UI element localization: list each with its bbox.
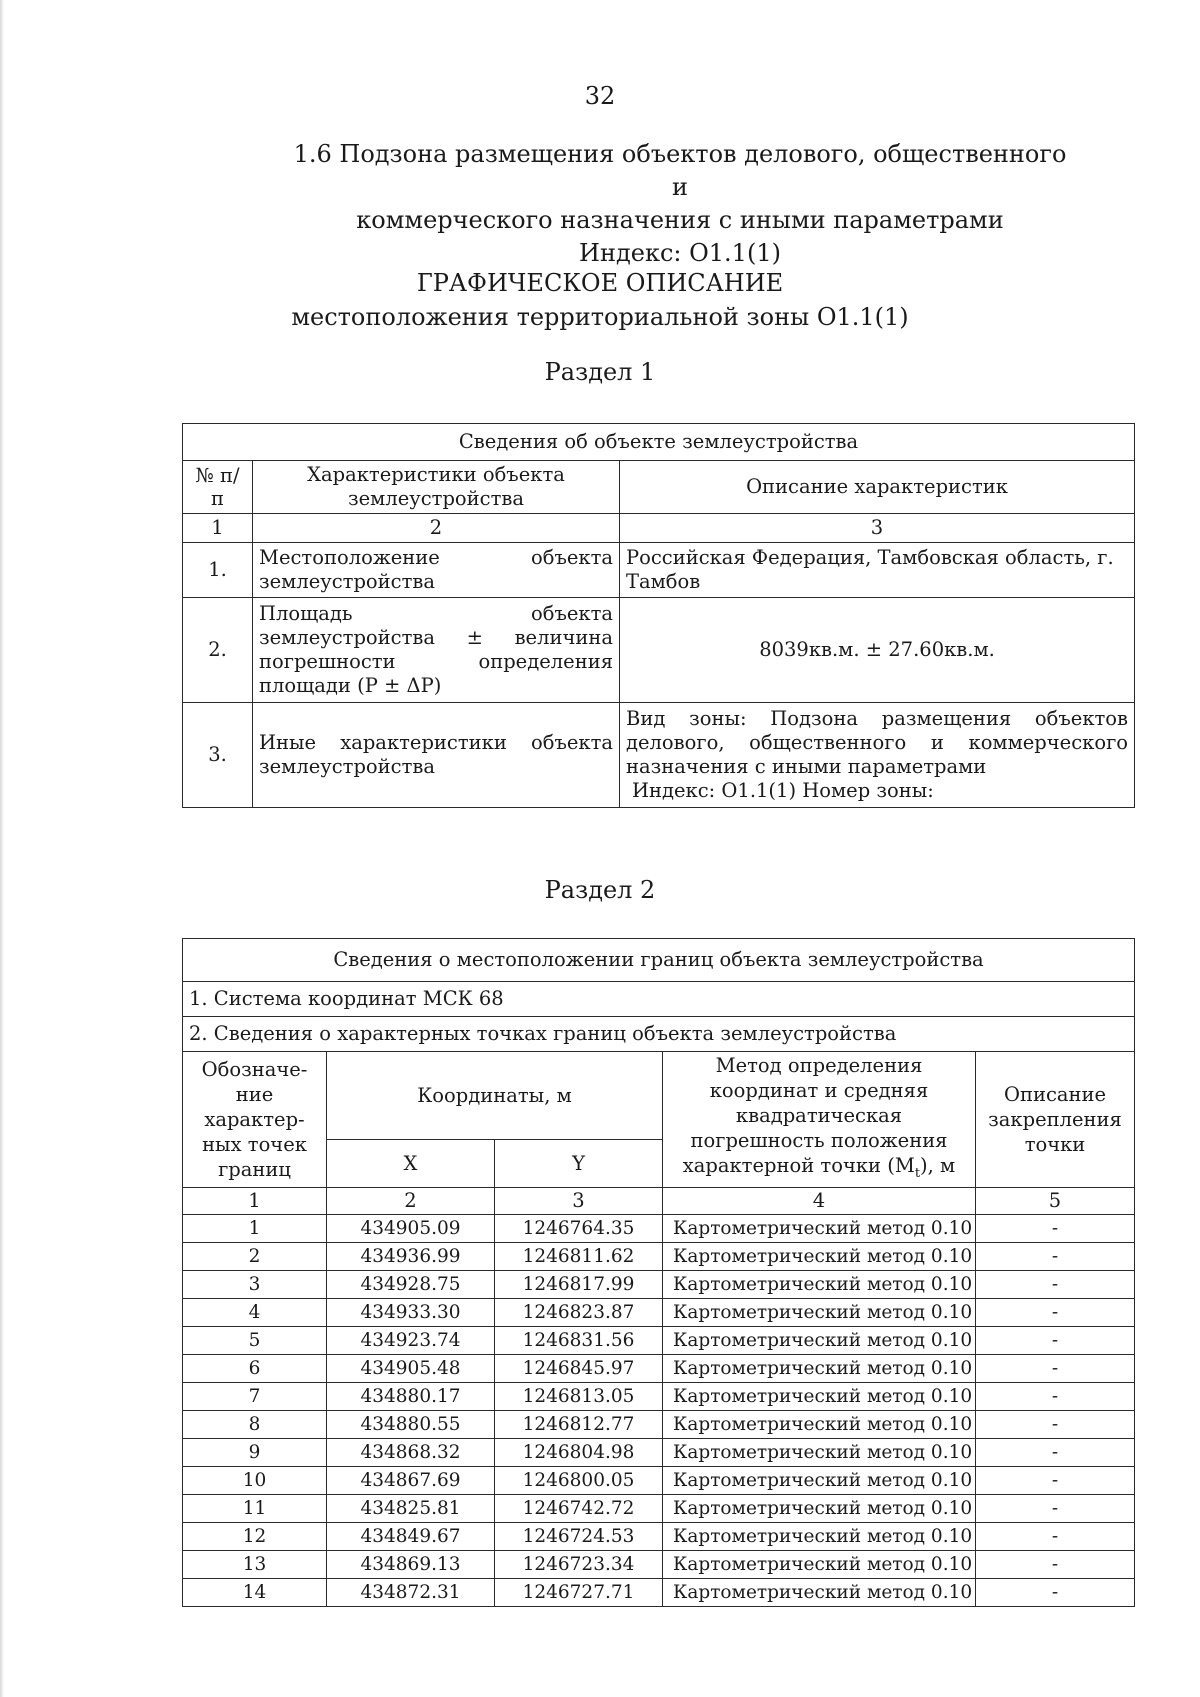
point-fixing: - <box>976 1494 1135 1522</box>
point-id: 1 <box>183 1214 327 1242</box>
point-id: 13 <box>183 1550 327 1578</box>
point-method: Картометрический метод 0.10 <box>663 1298 976 1326</box>
col-header-number: № п/п <box>183 461 253 514</box>
point-fixing: - <box>976 1466 1135 1494</box>
point-id: 2 <box>183 1242 327 1270</box>
point-id: 4 <box>183 1298 327 1326</box>
point-x: 434933.30 <box>327 1298 495 1326</box>
point-x: 434923.74 <box>327 1326 495 1354</box>
point-y: 1246812.77 <box>495 1410 663 1438</box>
point-fixing: - <box>976 1326 1135 1354</box>
point-fixing: - <box>976 1522 1135 1550</box>
point-y: 1246845.97 <box>495 1354 663 1382</box>
col-number: 2 <box>253 514 620 543</box>
page-number: 32 <box>584 82 616 110</box>
point-y: 1246800.05 <box>495 1466 663 1494</box>
point-method: Картометрический метод 0.10 <box>663 1382 976 1410</box>
point-method: Картометрический метод 0.10 <box>663 1326 976 1354</box>
col-number: 1 <box>183 514 253 543</box>
point-id: 8 <box>183 1410 327 1438</box>
header-coordinates: Координаты, м <box>327 1052 663 1140</box>
point-method: Картометрический метод 0.10 <box>663 1354 976 1382</box>
col-header-description: Описание характеристик <box>620 461 1135 514</box>
table-row <box>183 1578 1135 1606</box>
row-description <box>620 703 1135 808</box>
header-x: X <box>327 1140 495 1188</box>
point-x: 434928.75 <box>327 1270 495 1298</box>
row-number: 2. <box>183 598 253 703</box>
point-id: 10 <box>183 1466 327 1494</box>
table-row <box>183 1522 1135 1550</box>
row-characteristic: Площадь объекта землеустройства ± величина погрешности определения площади (Р ± ΔР) <box>253 598 620 703</box>
header-method <box>663 1052 976 1188</box>
point-y: 1246811.62 <box>495 1242 663 1270</box>
point-fixing: - <box>976 1410 1135 1438</box>
point-x: 434869.13 <box>327 1550 495 1578</box>
point-y: 1246804.98 <box>495 1438 663 1466</box>
point-id: 3 <box>183 1270 327 1298</box>
point-method: Картометрический метод 0.10 <box>663 1410 976 1438</box>
row-number: 1. <box>183 543 253 598</box>
header-y: Y <box>495 1140 663 1188</box>
boundary-points-table <box>182 938 1135 1607</box>
point-x: 434849.67 <box>327 1522 495 1550</box>
header-point: Обозначе-ние характер-ных точек границ <box>183 1052 327 1188</box>
row-characteristic: Иные характеристики объекта землеустройства <box>253 703 620 808</box>
point-method: Картометрический метод 0.10 <box>663 1466 976 1494</box>
point-fixing: - <box>976 1270 1135 1298</box>
point-y: 1246813.05 <box>495 1382 663 1410</box>
point-x: 434880.17 <box>327 1382 495 1410</box>
point-x: 434825.81 <box>327 1494 495 1522</box>
col-number: 4 <box>663 1187 976 1214</box>
table-row <box>183 1214 1135 1242</box>
zone-heading <box>290 138 1070 270</box>
col-number: 1 <box>183 1187 327 1214</box>
point-y: 1246817.99 <box>495 1270 663 1298</box>
heading-line-1: 1.6 Подзона размещения объектов делового, общественного и <box>293 140 1067 201</box>
point-fixing: - <box>976 1438 1135 1466</box>
point-y: 1246831.56 <box>495 1326 663 1354</box>
header-method-subscript: t <box>914 1165 921 1181</box>
point-fixing: - <box>976 1550 1135 1578</box>
point-y: 1246723.34 <box>495 1550 663 1578</box>
point-fixing: - <box>976 1214 1135 1242</box>
point-fixing: - <box>976 1298 1135 1326</box>
point-x: 434905.09 <box>327 1214 495 1242</box>
row-number: 3. <box>183 703 253 808</box>
point-y: 1246764.35 <box>495 1214 663 1242</box>
point-fixing: - <box>976 1354 1135 1382</box>
document-subtitle: местоположения территориальной зоны О1.1(1) <box>291 303 909 331</box>
point-y: 1246823.87 <box>495 1298 663 1326</box>
col-number: 3 <box>620 514 1135 543</box>
table-row <box>183 1270 1135 1298</box>
table-row <box>183 598 1135 703</box>
heading-line-2: коммерческого назначения с иными параметрами <box>356 206 1004 234</box>
table-row <box>183 703 1135 808</box>
row-description: 8039кв.м. ± 27.60кв.м. <box>620 598 1135 703</box>
table-row <box>183 1438 1135 1466</box>
point-id: 9 <box>183 1438 327 1466</box>
header-fixing: Описание закрепления точки <box>976 1052 1135 1188</box>
header-method-unit: ), м <box>920 1154 956 1177</box>
point-fixing: - <box>976 1578 1135 1606</box>
document-title: ГРАФИЧЕСКОЕ ОПИСАНИЕ <box>416 269 784 297</box>
table-row <box>183 1550 1135 1578</box>
point-method: Картометрический метод 0.10 <box>663 1550 976 1578</box>
object-info-table <box>182 423 1135 808</box>
point-id: 6 <box>183 1354 327 1382</box>
point-method: Картометрический метод 0.10 <box>663 1242 976 1270</box>
point-x: 434872.31 <box>327 1578 495 1606</box>
row-characteristic: Местоположение объекта землеустройства <box>253 543 620 598</box>
point-y: 1246727.71 <box>495 1578 663 1606</box>
col-number: 5 <box>976 1187 1135 1214</box>
points-caption: 2. Сведения о характерных точках границ объекта землеустройства <box>183 1017 1135 1052</box>
point-x: 434905.48 <box>327 1354 495 1382</box>
point-x: 434867.69 <box>327 1466 495 1494</box>
point-fixing: - <box>976 1382 1135 1410</box>
point-id: 5 <box>183 1326 327 1354</box>
point-method: Картометрический метод 0.10 <box>663 1270 976 1298</box>
table-row <box>183 1326 1135 1354</box>
point-y: 1246742.72 <box>495 1494 663 1522</box>
point-id: 7 <box>183 1382 327 1410</box>
zone-type-text: Вид зоны: Подзона размещения объектов делового, общественного и коммерческого назначения с иными параметрами <box>626 707 1129 778</box>
header-method-text: Метод определения координат и средняя квадратическая погрешность положения характерной точки (M <box>682 1054 948 1177</box>
col-number: 3 <box>495 1187 663 1214</box>
point-id: 12 <box>183 1522 327 1550</box>
table-row <box>183 1466 1135 1494</box>
scan-edge <box>0 0 4 1697</box>
table-row <box>183 543 1135 598</box>
heading-line-3: Индекс: О1.1(1) <box>579 239 781 267</box>
table-row <box>183 1382 1135 1410</box>
table-row <box>183 1242 1135 1270</box>
coordinate-system: 1. Система координат МСК 68 <box>183 982 1135 1017</box>
table-row <box>183 1354 1135 1382</box>
point-method: Картометрический метод 0.10 <box>663 1214 976 1242</box>
table-caption: Сведения о местоположении границ объекта землеустройства <box>183 939 1135 982</box>
col-header-characteristic: Характеристики объекта землеустройства <box>253 461 620 514</box>
table-row <box>183 1298 1135 1326</box>
points-body <box>183 1214 1135 1606</box>
point-id: 11 <box>183 1494 327 1522</box>
point-fixing: - <box>976 1242 1135 1270</box>
point-method: Картометрический метод 0.10 <box>663 1494 976 1522</box>
col-number: 2 <box>327 1187 495 1214</box>
point-method: Картометрический метод 0.10 <box>663 1522 976 1550</box>
point-x: 434868.32 <box>327 1438 495 1466</box>
section-2-title: Раздел 2 <box>544 876 656 904</box>
point-y: 1246724.53 <box>495 1522 663 1550</box>
table-row <box>183 1410 1135 1438</box>
table-row <box>183 1494 1135 1522</box>
row-description: Российская Федерация, Тамбовская область, г. Тамбов <box>620 543 1135 598</box>
point-id: 14 <box>183 1578 327 1606</box>
point-x: 434880.55 <box>327 1410 495 1438</box>
point-x: 434936.99 <box>327 1242 495 1270</box>
point-method: Картометрический метод 0.10 <box>663 1578 976 1606</box>
point-method: Картометрический метод 0.10 <box>663 1438 976 1466</box>
table-caption: Сведения об объекте землеустройства <box>183 424 1135 461</box>
zone-index-text: Индекс: О1.1(1) Номер зоны: <box>632 779 934 802</box>
section-1-title: Раздел 1 <box>544 358 656 386</box>
